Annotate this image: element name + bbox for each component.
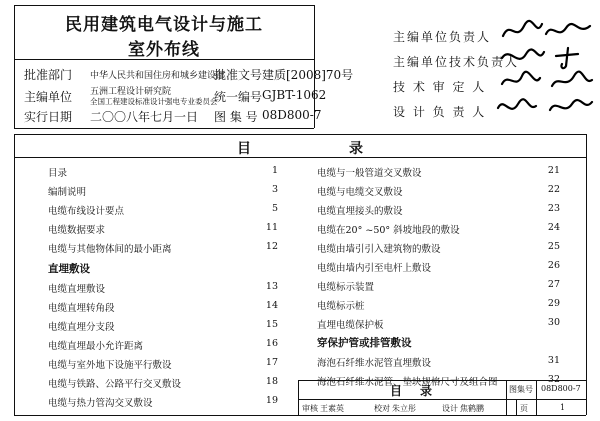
toc-title-divider [14, 157, 586, 158]
toc-page: 32 [547, 374, 560, 385]
toc-page: 24 [547, 222, 560, 233]
toc-page: 3 [271, 184, 278, 195]
toc-section-heading: 直埋敷设 [48, 263, 90, 275]
atlas-value: 08D800-7 [262, 108, 322, 122]
unified-no-label: 统一编号 [214, 90, 263, 104]
toc-item[interactable]: 目录 [48, 168, 68, 179]
approve-doc-label: 批准文号 [214, 68, 263, 82]
toc-page: 1 [271, 165, 278, 176]
toc-item[interactable]: 电缆布线设计要点 [48, 206, 125, 217]
toc-page: 21 [547, 165, 560, 176]
toc-item[interactable]: 电缆与电缆交叉敷设 [317, 187, 403, 198]
role-tech-review: 技 术 审 定 人 [393, 80, 487, 94]
unified-no-value: GJBT-1062 [262, 88, 327, 102]
toc-item[interactable]: 电缆标示装置 [317, 282, 375, 293]
toc-page: 27 [547, 279, 560, 290]
toc-item[interactable]: 电缆与铁路、公路平行交叉敷设 [48, 379, 182, 390]
toc-item[interactable]: 电缆标示桩 [317, 301, 365, 312]
page-number: 1 [560, 403, 566, 412]
toc-title-left: 目 [237, 141, 251, 157]
toc-item[interactable]: 电缆直埋最小允许距离 [48, 341, 144, 352]
toc-page: 29 [547, 298, 560, 309]
document-title: 民用建筑电气设计与施工 [65, 15, 263, 35]
toc-bottom-rule [14, 415, 586, 416]
date-value: 二〇〇八年七月一日 [90, 110, 199, 124]
date-label: 实行日期 [24, 110, 73, 124]
title-block-col-rule-3 [516, 399, 517, 415]
toc-item[interactable]: 电缆由墙引引入建筑物的敷设 [317, 244, 441, 255]
compiler-value-1: 五洲工程设计研究院 [90, 87, 172, 97]
header-bottom-rule [14, 128, 314, 129]
document-subtitle: 室外布线 [128, 40, 200, 60]
toc-page: 11 [265, 222, 278, 233]
compiler-value-2: 全国工程建设标准设计强电专业委员会 [90, 97, 218, 106]
toc-page: 18 [265, 376, 278, 387]
toc-title-right: 录 [349, 141, 363, 157]
toc-page: 12 [265, 241, 278, 252]
toc-left-rule [14, 134, 15, 415]
toc-page: 31 [547, 355, 560, 366]
toc-item[interactable]: 电缆直埋分支段 [48, 322, 115, 333]
toc-page: 22 [547, 184, 560, 195]
design-name: 焦鹤鹏 [460, 404, 484, 413]
toc-top-rule [14, 134, 586, 135]
toc-item[interactable]: 电缆直埋转角段 [48, 303, 115, 314]
page-label: 页 [520, 404, 528, 413]
title-block-name-left: 目 [390, 384, 403, 398]
toc-item[interactable]: 电缆数据要求 [48, 225, 106, 236]
title-block-col-rule-2 [536, 380, 537, 415]
toc-page: 19 [265, 395, 278, 406]
toc-page: 30 [547, 317, 560, 328]
toc-right-rule [586, 134, 587, 415]
toc-item[interactable]: 电缆与其他物体间的最小距离 [48, 244, 172, 255]
title-block-atlas-label: 图集号 [509, 385, 533, 394]
toc-page: 15 [265, 319, 278, 330]
atlas-label: 图 集 号 [214, 110, 258, 124]
toc-item[interactable]: 电缆与室外地下设施平行敷设 [48, 360, 172, 371]
title-block-top-rule [298, 380, 586, 381]
review-name: 王素英 [320, 404, 344, 413]
toc-page: 5 [271, 203, 278, 214]
toc-page: 13 [265, 281, 278, 292]
toc-item[interactable]: 电缆在20° ~50° 斜坡地段的敷设 [317, 225, 460, 236]
toc-page: 23 [547, 203, 560, 214]
toc-page: 25 [547, 241, 560, 252]
toc-page: 26 [547, 260, 560, 271]
toc-item[interactable]: 电缆与热力管沟交叉敷设 [48, 398, 153, 409]
approve-dept-value: 中华人民共和国住房和城乡建设部 [90, 71, 226, 81]
signature-design-lead [496, 92, 595, 126]
toc-item[interactable]: 海泡石纤维水泥管、垫块规格尺寸及组合图 [317, 377, 498, 388]
role-tech-chief: 主编单位技术负责人 [393, 55, 520, 69]
header-top-rule [14, 5, 314, 6]
check-name: 朱立彤 [392, 404, 416, 413]
title-block-mid-rule [298, 399, 586, 400]
design-label: 设计 [442, 404, 458, 413]
approve-doc-value: 建质[2008]70号 [262, 68, 354, 82]
compiler-label: 主编单位 [24, 90, 73, 104]
toc-item[interactable]: 海泡石纤维水泥管直埋敷设 [317, 358, 432, 369]
toc-item[interactable]: 编制说明 [48, 187, 87, 198]
toc-section-heading: 穿保护管或排管敷设 [317, 337, 412, 349]
toc-page: 14 [265, 300, 278, 311]
title-block-name-right: 录 [420, 384, 433, 398]
approve-dept-label: 批准部门 [24, 68, 73, 82]
toc-item[interactable]: 直埋电缆保护板 [317, 320, 384, 331]
title-block-atlas-value: 08D800-7 [541, 384, 581, 393]
toc-page: 16 [265, 338, 278, 349]
toc-item[interactable]: 电缆由墙内引至电杆上敷设 [317, 263, 432, 274]
title-block-col-rule [506, 380, 507, 415]
role-chief-unit: 主编单位负责人 [393, 30, 492, 44]
title-block-left-rule [298, 380, 299, 415]
toc-item[interactable]: 电缆直埋敷设 [48, 284, 106, 295]
toc-item[interactable]: 电缆与一般管道交叉敷设 [317, 168, 422, 179]
toc-item[interactable]: 电缆直埋接头的敷设 [317, 206, 403, 217]
role-design-lead: 设 计 负 责 人 [393, 105, 487, 119]
check-label: 校对 [374, 404, 390, 413]
toc-page: 17 [265, 357, 278, 368]
review-label: 审核 [302, 404, 318, 413]
